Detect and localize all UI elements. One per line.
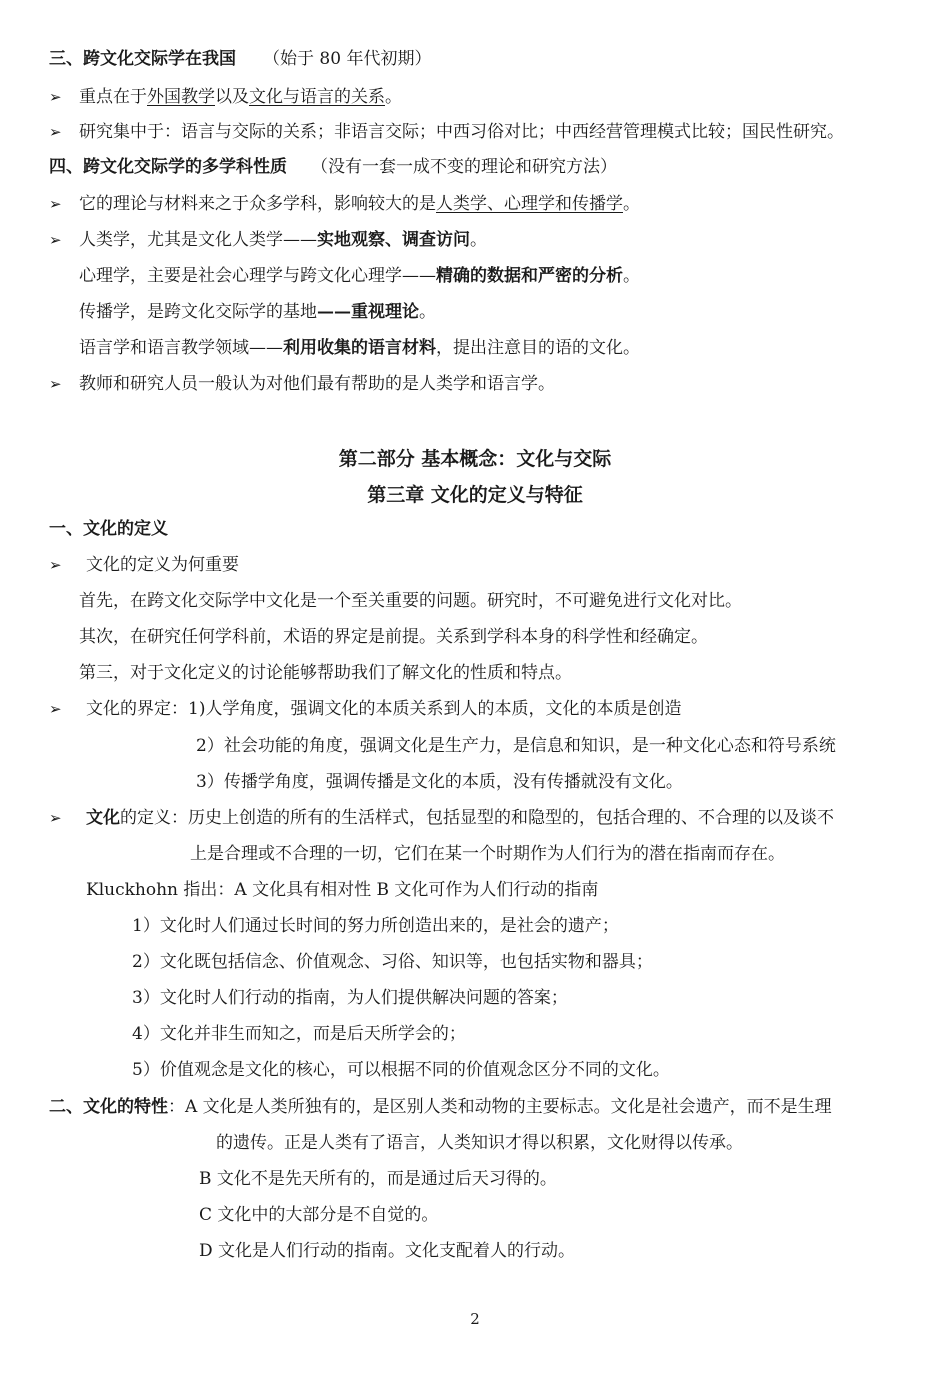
- text: ，提出注意目的语的文化。: [436, 338, 640, 358]
- text: 重点在于: [79, 87, 147, 107]
- text: 传播学，是跨文化交际学的基地: [79, 302, 317, 322]
- text: 人类学，尤其是文化人类学——: [79, 230, 317, 250]
- text: 。: [419, 302, 436, 322]
- bold-text: 实地观察、调查访问: [317, 230, 470, 250]
- text: ：A 文化是人类所独有的，是区别人类和动物的主要标志。文化是社会遗产，而不是生理: [168, 1097, 832, 1117]
- bold-text: 利用收集的语言材料: [283, 338, 436, 358]
- list-item-text: 2）文化既包括信念、价值观念、习俗、知识等，也包括实物和器具；: [132, 952, 653, 972]
- arrowhead-icon: ➢: [49, 231, 62, 249]
- subsection-2-title: 二、文化的特性: [49, 1097, 168, 1117]
- text: 它的理论与材料来之于众多学科，影响较大的是: [79, 194, 436, 214]
- section-4-title: 四、跨文化交际学的多学科性质: [49, 157, 287, 177]
- text: D 文化是人们行动的指南。文化支配着人的行动。: [199, 1241, 576, 1261]
- text: 的定义：历史上创造的所有的生活样式，包括显型的和隐型的，包括合理的、不合理的以及谈不: [120, 808, 834, 828]
- text: 首先，在跨文化交际学中文化是一个至关重要的问题。研究时，不可避免进行文化对比。: [79, 591, 742, 611]
- list-item-text: 文化的定义为何重要: [86, 555, 239, 575]
- arrowhead-icon: ➢: [49, 88, 62, 106]
- bold-text: ——重视理论: [317, 302, 419, 322]
- arrowhead-icon: ➢: [49, 700, 62, 718]
- section-3-title: 三、跨文化交际学在我国: [49, 49, 236, 69]
- text: 心理学，主要是社会心理学与跨文化心理学——: [79, 266, 436, 286]
- list-item-text: 文化的界定：1)人学角度，强调文化的本质关系到人的本质，文化的本质是创造: [86, 699, 682, 719]
- text: 。: [623, 194, 640, 214]
- list-item-text: 4）文化并非生而知之，而是后天所学会的；: [132, 1024, 466, 1044]
- list-item-text: 5）价值观念是文化的核心，可以根据不同的价值观念区分不同的文化。: [132, 1060, 670, 1080]
- text: 。: [470, 230, 487, 250]
- text: 上是合理或不合理的一切，它们在某一个时期作为人们行为的潜在指南而存在。: [190, 844, 785, 864]
- text: 以及: [215, 87, 249, 107]
- text: 3）传播学角度，强调传播是文化的本质，没有传播就没有文化。: [196, 772, 683, 792]
- arrowhead-icon: ➢: [49, 195, 62, 213]
- text: 语言学和语言教学领域——: [79, 338, 283, 358]
- text: 。: [385, 87, 402, 107]
- underlined-text: 外国教学: [147, 87, 215, 107]
- underlined-text: 人类学、心理学和传播学: [436, 194, 623, 214]
- list-item-text: 研究集中于：语言与交际的关系；非语言交际；中西习俗对比；中西经营管理模式比较；国民性研究。: [79, 122, 844, 142]
- part-title: 第二部分 基本概念：文化与交际: [338, 448, 612, 470]
- arrowhead-icon: ➢: [49, 809, 62, 827]
- underlined-text: 文化与语言的关系: [249, 87, 385, 107]
- text: 第三，对于文化定义的讨论能够帮助我们了解文化的性质和特点。: [79, 663, 572, 683]
- kluckhohn-heading: Kluckhohn 指出：A 文化具有相对性 B 文化可作为人们行动的指南: [86, 880, 599, 900]
- section-3-note: （始于 80 年代初期）: [263, 49, 432, 69]
- text: 其次，在研究任何学科前，术语的界定是前提。关系到学科本身的科学性和经确定。: [79, 627, 708, 647]
- bold-text: 精确的数据和严密的分析: [436, 266, 623, 286]
- bold-text: 文化: [86, 808, 120, 828]
- chapter-title: 第三章 文化的定义与特征: [367, 484, 583, 506]
- list-item-text: 1）文化时人们通过长时间的努力所创造出来的，是社会的遗产；: [132, 916, 619, 936]
- list-item-text: 3）文化时人们行动的指南，为人们提供解决问题的答案；: [132, 988, 568, 1008]
- arrowhead-icon: ➢: [49, 375, 62, 393]
- text: 。: [623, 266, 640, 286]
- text: 的遗传。正是人类有了语言，人类知识才得以积累，文化财得以传承。: [216, 1133, 743, 1153]
- arrowhead-icon: ➢: [49, 556, 62, 574]
- subsection-1-title: 一、文化的定义: [49, 519, 168, 539]
- text: 2）社会功能的角度，强调文化是生产力，是信息和知识，是一种文化心态和符号系统: [196, 736, 836, 756]
- section-4-note: （没有一套一成不变的理论和研究方法）: [311, 157, 617, 177]
- text: B 文化不是先天所有的，而是通过后天习得的。: [199, 1169, 557, 1189]
- arrowhead-icon: ➢: [49, 123, 62, 141]
- page-number: 2: [470, 1310, 480, 1328]
- text: C 文化中的大部分是不自觉的。: [199, 1205, 439, 1225]
- list-item-text: 教师和研究人员一般认为对他们最有帮助的是人类学和语言学。: [79, 374, 555, 394]
